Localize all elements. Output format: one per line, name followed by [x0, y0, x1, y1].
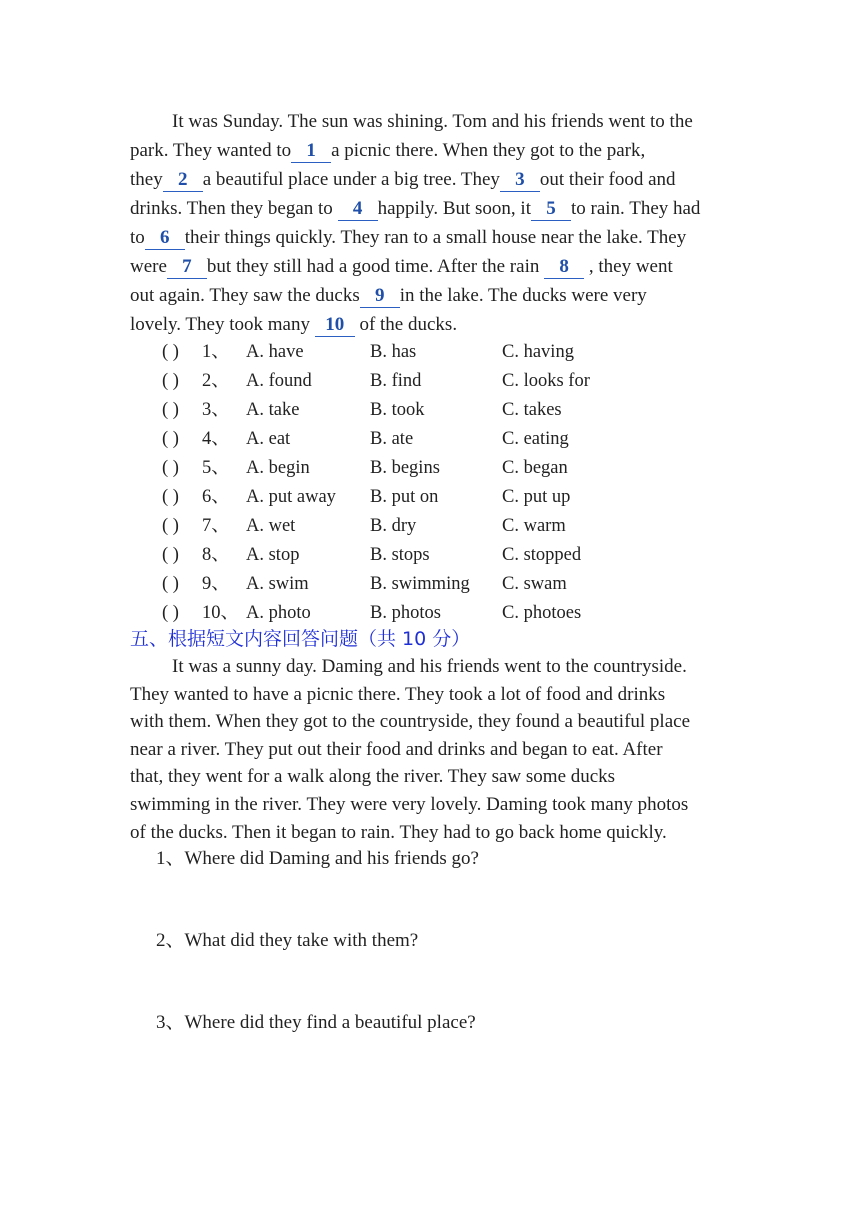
- answer-blank-9[interactable]: 9: [360, 285, 400, 308]
- passage-line: [130, 165, 740, 194]
- option-a: A. wet: [246, 516, 296, 536]
- question-number: 1、: [202, 342, 230, 362]
- question-number: 6、: [202, 487, 230, 507]
- answer-blank-8[interactable]: 8: [544, 256, 584, 279]
- answer-paren[interactable]: ( ): [162, 429, 179, 449]
- question-number: 3、: [202, 400, 230, 420]
- option-a: A. put away: [246, 487, 336, 507]
- passage-text: out their food and: [539, 169, 676, 190]
- option-row: [162, 425, 632, 454]
- answer-paren[interactable]: ( ): [162, 458, 179, 478]
- passage-line: that, they went for a walk along the river. They saw some ducks: [130, 766, 616, 788]
- option-row: [162, 483, 632, 512]
- option-a: A. photo: [246, 603, 311, 623]
- answer-paren[interactable]: ( ): [162, 574, 179, 594]
- passage-line: near a river. They put out their food and drinks and began to eat. After: [130, 738, 663, 760]
- passage-text: were: [130, 256, 167, 277]
- cloze-passage: [130, 107, 740, 339]
- answer-paren[interactable]: ( ): [162, 603, 179, 623]
- question-number: 10、: [202, 603, 240, 623]
- option-b: B. dry: [370, 516, 417, 536]
- option-a: A. have: [246, 342, 304, 362]
- passage-text: in the lake. The ducks were very: [399, 285, 647, 306]
- question-1: 1、Where did Daming and his friends go?: [156, 848, 479, 869]
- passage-text: park. They wanted to: [130, 140, 292, 161]
- passage-text: they: [130, 169, 163, 190]
- passage-text: drinks. Then they began to: [130, 198, 338, 219]
- passage-text: to: [130, 227, 145, 248]
- option-a: A. stop: [246, 545, 300, 565]
- reading-passage: [130, 653, 740, 846]
- question-number: 9、: [202, 574, 230, 594]
- option-a: A. eat: [246, 429, 291, 449]
- passage-text: a picnic there. When they got to the park,: [331, 140, 646, 161]
- answer-paren[interactable]: ( ): [162, 487, 179, 507]
- answer-blank-2[interactable]: 2: [163, 169, 203, 192]
- option-b: B. swimming: [370, 574, 470, 594]
- passage-text: their things quickly. They ran to a small house near the lake. They: [184, 227, 687, 248]
- option-c: C. put up: [502, 487, 571, 507]
- option-b: B. ate: [370, 429, 414, 449]
- option-a: A. swim: [246, 574, 309, 594]
- option-c: C. takes: [502, 400, 562, 420]
- option-c: C. warm: [502, 516, 566, 536]
- option-row: [162, 454, 632, 483]
- answer-paren[interactable]: ( ): [162, 516, 179, 536]
- option-b: B. begins: [370, 458, 440, 478]
- passage-text: of the ducks.: [354, 314, 458, 335]
- answer-paren[interactable]: ( ): [162, 545, 179, 565]
- passage-text: a beautiful place under a big tree. They: [202, 169, 500, 190]
- answer-blank-7[interactable]: 7: [167, 256, 207, 279]
- option-row: [162, 570, 632, 599]
- option-a: A. take: [246, 400, 300, 420]
- answer-paren[interactable]: ( ): [162, 400, 179, 420]
- option-row: [162, 512, 632, 541]
- option-c: C. swam: [502, 574, 567, 594]
- answer-blank-1[interactable]: 1: [291, 140, 331, 163]
- question-3: 3、Where did they find a beautiful place?: [156, 1012, 476, 1033]
- passage-line: [130, 194, 740, 223]
- section-five-title: 五、根据短文内容回答问题（共 10 分）: [130, 628, 471, 650]
- option-c: C. having: [502, 342, 574, 362]
- passage-text: to rain. They had: [570, 198, 701, 219]
- question-number: 4、: [202, 429, 230, 449]
- option-c: C. looks for: [502, 371, 590, 391]
- option-row: [162, 599, 632, 628]
- answer-paren[interactable]: ( ): [162, 342, 179, 362]
- passage-line: with them. When they got to the countryside, they found a beautiful place: [130, 711, 690, 733]
- passage-line: [130, 107, 740, 136]
- option-b: B. put on: [370, 487, 439, 507]
- answer-blank-10[interactable]: 10: [315, 314, 355, 337]
- answer-paren[interactable]: ( ): [162, 371, 179, 391]
- passage-text: , they went: [584, 256, 673, 277]
- option-b: B. took: [370, 400, 425, 420]
- passage-text: happily. But soon, it: [377, 198, 531, 219]
- passage-line: It was a sunny day. Daming and his friends went to the countryside.: [172, 656, 687, 677]
- option-c: C. photoes: [502, 603, 582, 623]
- option-b: B. has: [370, 342, 417, 362]
- question-2: 2、What did they take with them?: [156, 930, 419, 951]
- passage-text: out again. They saw the ducks: [130, 285, 360, 306]
- passage-text: It was Sunday. The sun was shining. Tom and his friends went to the: [172, 111, 693, 132]
- option-a: A. begin: [246, 458, 310, 478]
- option-row: [162, 541, 632, 570]
- passage-line: They wanted to have a picnic there. They took a lot of food and drinks: [130, 683, 666, 705]
- passage-line: [130, 136, 740, 165]
- question-number: 2、: [202, 371, 230, 391]
- answer-blank-5[interactable]: 5: [531, 198, 571, 221]
- passage-line: [130, 223, 740, 252]
- passage-line: [130, 252, 740, 281]
- option-a: A. found: [246, 371, 312, 391]
- answer-blank-3[interactable]: 3: [500, 169, 540, 192]
- option-row: [162, 396, 632, 425]
- question-number: 5、: [202, 458, 230, 478]
- option-row: [162, 367, 632, 396]
- option-b: B. find: [370, 371, 422, 391]
- option-b: B. stops: [370, 545, 430, 565]
- passage-text: lovely. They took many: [130, 314, 315, 335]
- passage-line: [130, 310, 740, 339]
- option-b: B. photos: [370, 603, 441, 623]
- answer-blank-4[interactable]: 4: [338, 198, 378, 221]
- passage-text: but they still had a good time. After the rain: [206, 256, 545, 277]
- option-c: C. stopped: [502, 545, 582, 565]
- passage-line: [130, 281, 740, 310]
- option-row: [162, 338, 632, 367]
- cloze-options-list: [162, 338, 632, 628]
- question-number: 8、: [202, 545, 230, 565]
- passage-line: swimming in the river. They were very lovely. Daming took many photos: [130, 793, 689, 815]
- passage-line: of the ducks. Then it began to rain. They had to go back home quickly.: [130, 821, 667, 843]
- question-number: 7、: [202, 516, 230, 536]
- answer-blank-6[interactable]: 6: [145, 227, 185, 250]
- option-c: C. eating: [502, 429, 569, 449]
- option-c: C. began: [502, 458, 568, 478]
